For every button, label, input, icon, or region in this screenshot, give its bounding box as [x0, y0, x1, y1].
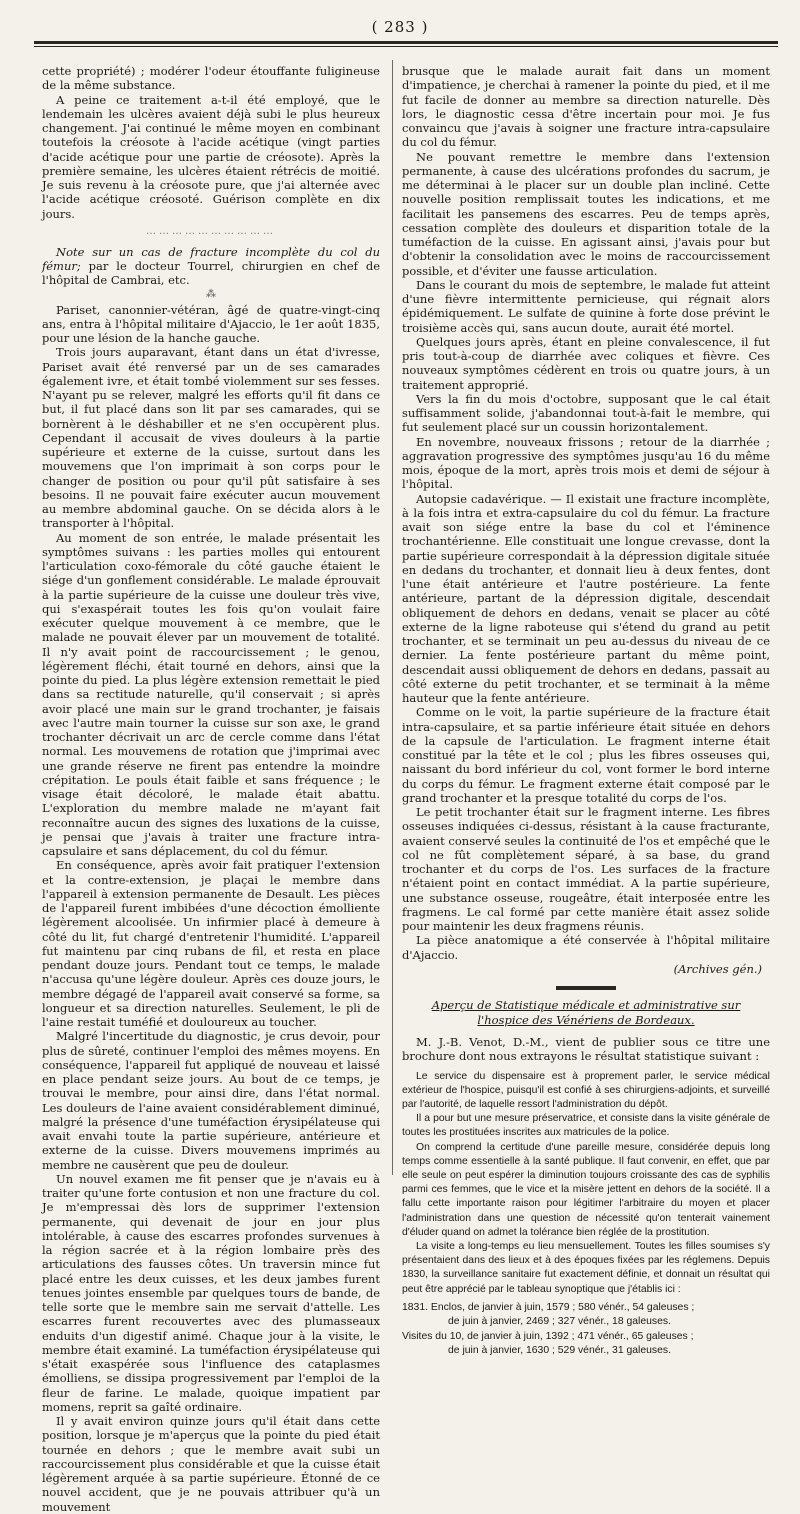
paragraph: Vers la fin du mois d'octobre, supposant que le cal était suffisamment solide, j'abandonnai tout-à-fait le membre, qui fut seulement placé sur un coussin horizontalement.	[402, 391, 770, 435]
section-title-text: Aperçu de Statistique médicale et administrative sur l'hospice des Vénériens de Bordeaux.	[431, 998, 741, 1027]
paragraph: Quelques jours après, étant en pleine convalescence, il fut pris tout-à-coup de diarrhée avec coliques et fièvre. Ces nouveaux symptômes cédèrent en trois ou quatre jours, à un traitement approprié.	[402, 334, 770, 392]
statistics-line	[402, 1301, 770, 1329]
paragraph: cette propriété) ; modérer l'odeur étouffante fuligineuse de la même substance.	[42, 64, 380, 93]
paragraph: brusque que le malade aurait fait dans un moment d'impatience, je cherchai à ramener la pointe du pied, et il me fut facile de donner au membre sa direction naturelle. Dès lors, le diagnostic cessa d'être incertain pour moi. Je fus convaincu que j'avais à soigner une fracture intra-capsulaire du col du fémur.	[402, 64, 770, 150]
paragraph: Un nouvel examen me fit penser que je n'avais eu à traiter qu'une forte contusion et non une fracture du col. Je m'empressai dès lors de supprimer l'extension permanente, qui devenait de jour en jour plus intolérable, à cause des escarres profondes survenues à la région sacrée et à la région lombaire près des articulations des fausses côtes. Un traversin mince fut placé entre les deux cuisses, et les deux jambes furent tenues jointes ensemble par quelques tours de bande, de telle sorte que le membre sain me servait d'attelle. Les escarres furent recouvertes avec des plumasseaux enduits d'un digestif animé. Chaque jour à la visite, le membre était examiné. La tuméfaction érysipélateuse qui s'était exaspérée sous l'influence des cataplasmes émolliens, se dissipa progressivement par l'emploi de la fleur de farine. Le malade, quoique impatient par momens, reprit sa gaîté ordinaire.	[42, 1171, 380, 1414]
paragraph: En novembre, nouveaux frissons ; retour de la diarrhée ; aggravation progressive des symptômes jusqu'au 16 du même mois, époque de la mort, après trois mois et demi de séjour à l'hôpital.	[402, 434, 770, 492]
paragraph: Il y avait environ quinze jours qu'il était dans cette position, lorsque je m'aperçus que la pointe du pied était tournée en dehors ; que le membre avait subi un raccourcissement plus considérable et que la cuisse était légèrement arquée à sa partie supérieure. Étonné de ce nouvel accident, que je ne pouvais attribuer qu'à un mouvement	[42, 1414, 380, 1514]
paragraph-small: La visite a long-temps eu lieu mensuellement. Toutes les filles soumises s'y présentaient dans des lieux et à des époques fixées par les réglemens. Depuis 1830, la surveillance sanitaire fut exactement définie, et donnait un résultat qui peut être apprécié par le tableau synoptique que j'établis ici :	[402, 1240, 770, 1295]
source-citation: (Archives gén.)	[673, 961, 762, 976]
column-divider	[392, 60, 393, 1175]
paragraph: La pièce anatomique a été conservée à l'hôpital militaire d'Ajaccio.	[402, 933, 770, 962]
section-title	[412, 998, 760, 1027]
note-title: Note sur un cas de fracture incomplète du col du fémur;	[42, 244, 380, 273]
statistics-line	[402, 1330, 770, 1358]
right-column	[402, 64, 770, 1357]
statistics-line-text: Visites du 10, de janvier à juin, 1392 ; 471 vénér., 65 galeuses ;	[402, 1331, 694, 1343]
note-author: par le docteur Tourrel, chirurgien en chef de l'hôpital de Cambrai, etc.	[42, 259, 381, 288]
page-header	[0, 14, 800, 54]
paragraph: Pariset, canonnier-vétéran, âgé de quatre-vingt-cinq ans, entra à l'hôpital militaire d'Ajaccio, le 1er août 1835, pour une lésion de la hanche gauche.	[42, 302, 380, 345]
paragraph: Comme on le voit, la partie supérieure de la fracture était intra-capsulaire, et sa partie inférieure était située en dehors de la capsule de l'articulation. Le fragment interne était constitué par la tête et le col ; plus les fibres osseuses qui, naissant du bord inférieur du col, vont former le bord interne du corps du fémur. Le fragment externe était composé par le grand trochanter et la presque totalité du corps de l'os.	[402, 705, 770, 805]
statistics-line-text: de juin à janvier, 1630 ; 529 vénér., 31 galeuses.	[448, 1345, 671, 1357]
paragraph-small: Il a pour but une mesure préservatrice, et consiste dans la visite générale de toutes les prostituées inscrites aux matricules de la police.	[402, 1113, 770, 1139]
statistics-line-text: 1831. Enclos, de janvier à juin, 1579 ; 580 vénér., 54 galeuses ;	[402, 1301, 695, 1313]
paragraph: En conséquence, après avoir fait pratiquer l'extension et la contre-extension, je plaçai le membre dans l'appareil à extension permanente de Desault. Les pièces de l'appareil furent imbibées d'une décoction émolliente légèrement alcoolisée. Un infirmier placé à demeure à côté du lit, fut chargé d'entretenir l'humidité. L'appareil fut maintenu par cinq rubans de fil, et resta en place pendant douze jours. Pendant tout ce temps, le malade n'accusa qu'une légère douleur. Après ces douze jours, le membre dégagé de l'appareil avait conservé sa forme, sa longueur et sa direction naturelles. Seulement, le pli de l'aine restait tuméfié et douloureux au toucher.	[42, 858, 380, 1029]
asterisk-separator: ⁂	[206, 288, 216, 300]
paragraph-small: Le service du dispensaire est à proprement parler, le service médical extérieur de l'hospice, puisqu'il est confié à ses chirurgiens-adjoints, et surveillé par l'autorité, de laquelle ressort l'administration du dépôt.	[402, 1070, 770, 1110]
statistics-line-text: de juin à janvier, 2469 ; 327 vénér., 18 galeuses.	[448, 1315, 671, 1327]
ornament-divider: …………………………	[146, 225, 276, 237]
header-rule-thin	[34, 46, 778, 47]
paragraph: Autopsie cadavérique. — Il existait une fracture incomplète, à la fois intra et extra-capsulaire du col du fémur. La fracture avait son siége entre la base du col et l'éminence trochantérienne. Elle constituait une longue crevasse, dont la partie supérieure correspondait à la dépression digitale située en dedans du trochanter, et donnait lieu à deux fentes, dont l'une était antérieure et l'autre postérieure. La fente antérieure, partant de la dépression digitale, descendait obliquement de dehors en dedans, venait se placer au côté externe de la ligne raboteuse qui s'étend du grand au petit trochanter, et se terminait un peu au-dessus du niveau de ce dernier. La fente postérieure partant du même point, descendait aussi obliquement de dehors en dedans, passait au côté externe du petit trochanter, et se terminait à la même hauteur que la fente antérieure.	[402, 491, 770, 705]
paragraph: Dans le courant du mois de septembre, le malade fut atteint d'une fièvre intermittente pernicieuse, qui régnait alors épidémiquement. Le sulfate de quinine à forte dose prévint le troisième accès qui, sans aucun doute, aurait été mortel.	[402, 277, 770, 335]
paragraph: Ne pouvant remettre le membre dans l'extension permanente, à cause des ulcérations profondes du sacrum, je me déterminai à le placer sur un double plan incliné. Cette nouvelle position remplissait toutes les indications, et me facilitait les pansemens des escarres. Peu de temps après, cessation complète des douleurs et disparition totale de la tuméfaction de la cuisse. En agissant ainsi, j'avais pour but d'obtenir la consolidation avec le moins de raccourcissement possible, et d'éviter une fausse articulation.	[402, 149, 770, 278]
paragraph: M. J.-B. Venot, D.-M., vient de publier sous ce titre une brochure dont nous extrayons le résultat statistique suivant :	[402, 1035, 770, 1064]
note-heading	[42, 245, 380, 288]
paragraph: Au moment de son entrée, le malade présentait les symptômes suivans : les parties molles qui entourent l'articulation coxo-fémorale du côté gauche étaient le siége d'un gonflement considérable. Le malade éprouvait à la partie supérieure de la cuisse une douleur très vive, qui s'exaspérait toutes les fois qu'on voulait faire exécuter quelque mouvement à ce membre, que le malade ne pouvait élever par un mouvement de totalité. Il n'y avait point de raccourcissement ; le genou, légèrement fléchi, était tourné en dehors, ainsi que la pointe du pied. La plus légère extension remettait le pied dans sa rectitude naturelle, qu'il conservait ; si après avoir placé une main sur le grand trochanter, je faisais avec l'autre main tourner la cuisse sur son axe, le grand trochanter décrivait un arc de cercle comme dans l'état normal. Les mouvemens de rotation que j'imprimai avec une grande réserve ne firent pas entendre la moindre crépitation. Le pouls était faible et sans fréquence ; le visage était décoloré, le malade était abattu. L'exploration du membre malade ne m'ayant fait reconnaître aucun des signes des luxations de la cuisse, je pensai que j'avais à traiter une fracture intra-capsulaire et sans déplacement, du col du fémur.	[42, 530, 380, 858]
paragraph: Malgré l'incertitude du diagnostic, je crus devoir, pour plus de sûreté, continuer l'emploi des mêmes moyens. En conséquence, l'appareil fut appliqué de nouveau et laissé en place pendant seize jours. Au bout de ce temps, je trouvai le membre, pour ainsi dire, dans l'état normal. Les douleurs de l'aine avaient considérablement diminué, malgré la présence d'une tuméfaction érysipélateuse qui avait envahi toute la partie supérieure, antérieure et externe de la cuisse. Divers mouvemens imprimés au membre ne causèrent que peu de douleur.	[42, 1029, 380, 1172]
paragraph: A peine ce traitement a-t-il été employé, que le lendemain les ulcères avaient déjà subi le plus heureux changement. J'ai continué le même moyen en combinant toutefois la créosote à l'acide acétique (vingt parties d'acide acétique pour une partie de créosote). Après la première semaine, les ulcères étaient rétrécis de moitié. Je suis revenu à la créosote pure, que j'ai alternée avec l'acide acétique créosoté. Guérison complète en dix jours.	[42, 92, 380, 221]
paragraph: Trois jours auparavant, étant dans un état d'ivresse, Pariset avait été renversé par un de ses camarades également ivre, et était tombé violemment sur ses fesses. N'ayant pu se relever, malgré les efforts qu'il fit dans ce but, il fut placé dans son lit par ses camarades, qui se bornèrent à le déshabiller et ne s'en occupèrent plus. Cependant il accusait de vives douleurs à la partie supérieure et externe de la cuisse, surtout dans les mouvemens que l'on imprimait à son corps pour le changer de position ou pour qu'il pût satisfaire à ses besoins. Il ne pouvait faire exécuter aucun mouvement au membre abdominal gauche. On se décida alors à le transporter à l'hôpital.	[42, 345, 380, 531]
paragraph: Le petit trochanter était sur le fragment interne. Les fibres osseuses indiquées ci-dessus, résistant à la cause fracturante, avaient conservé seules la continuité de l'os et empêché que le col ne fût complètement séparé, à sa base, du grand trochanter et du corps de l'os. Les surfaces de la fracture n'étaient point en contact immédiat. A la partie supérieure, une substance osseuse, rougeâtre, était interposée entre les fragmens. Le cal formé par cette manière était assez solide pour maintenir les deux fragmens réunis.	[402, 805, 770, 933]
section-separator	[556, 986, 616, 990]
page-number: ( 283 )	[371, 18, 429, 36]
header-rule-thick	[34, 41, 778, 44]
paragraph-small: On comprend la certitude d'une pareille mesure, considérée depuis long temps comme essentielle à la santé publique. Il faut convenir, en effet, que par elle seule on peut espérer la diminution toujours croissante des cas de syphilis parmi ces femmes, que le vice et la misère jettent en dehors de la société. Il a fallu cette importante raison pour légitimer l'arbitraire du moyen et placer l'administration dans une question de nécessité qu'on tenterait vainement d'éluder quand on admet la tolérance bien réglée de la prostitution.	[402, 1141, 770, 1238]
left-column	[42, 64, 381, 1514]
